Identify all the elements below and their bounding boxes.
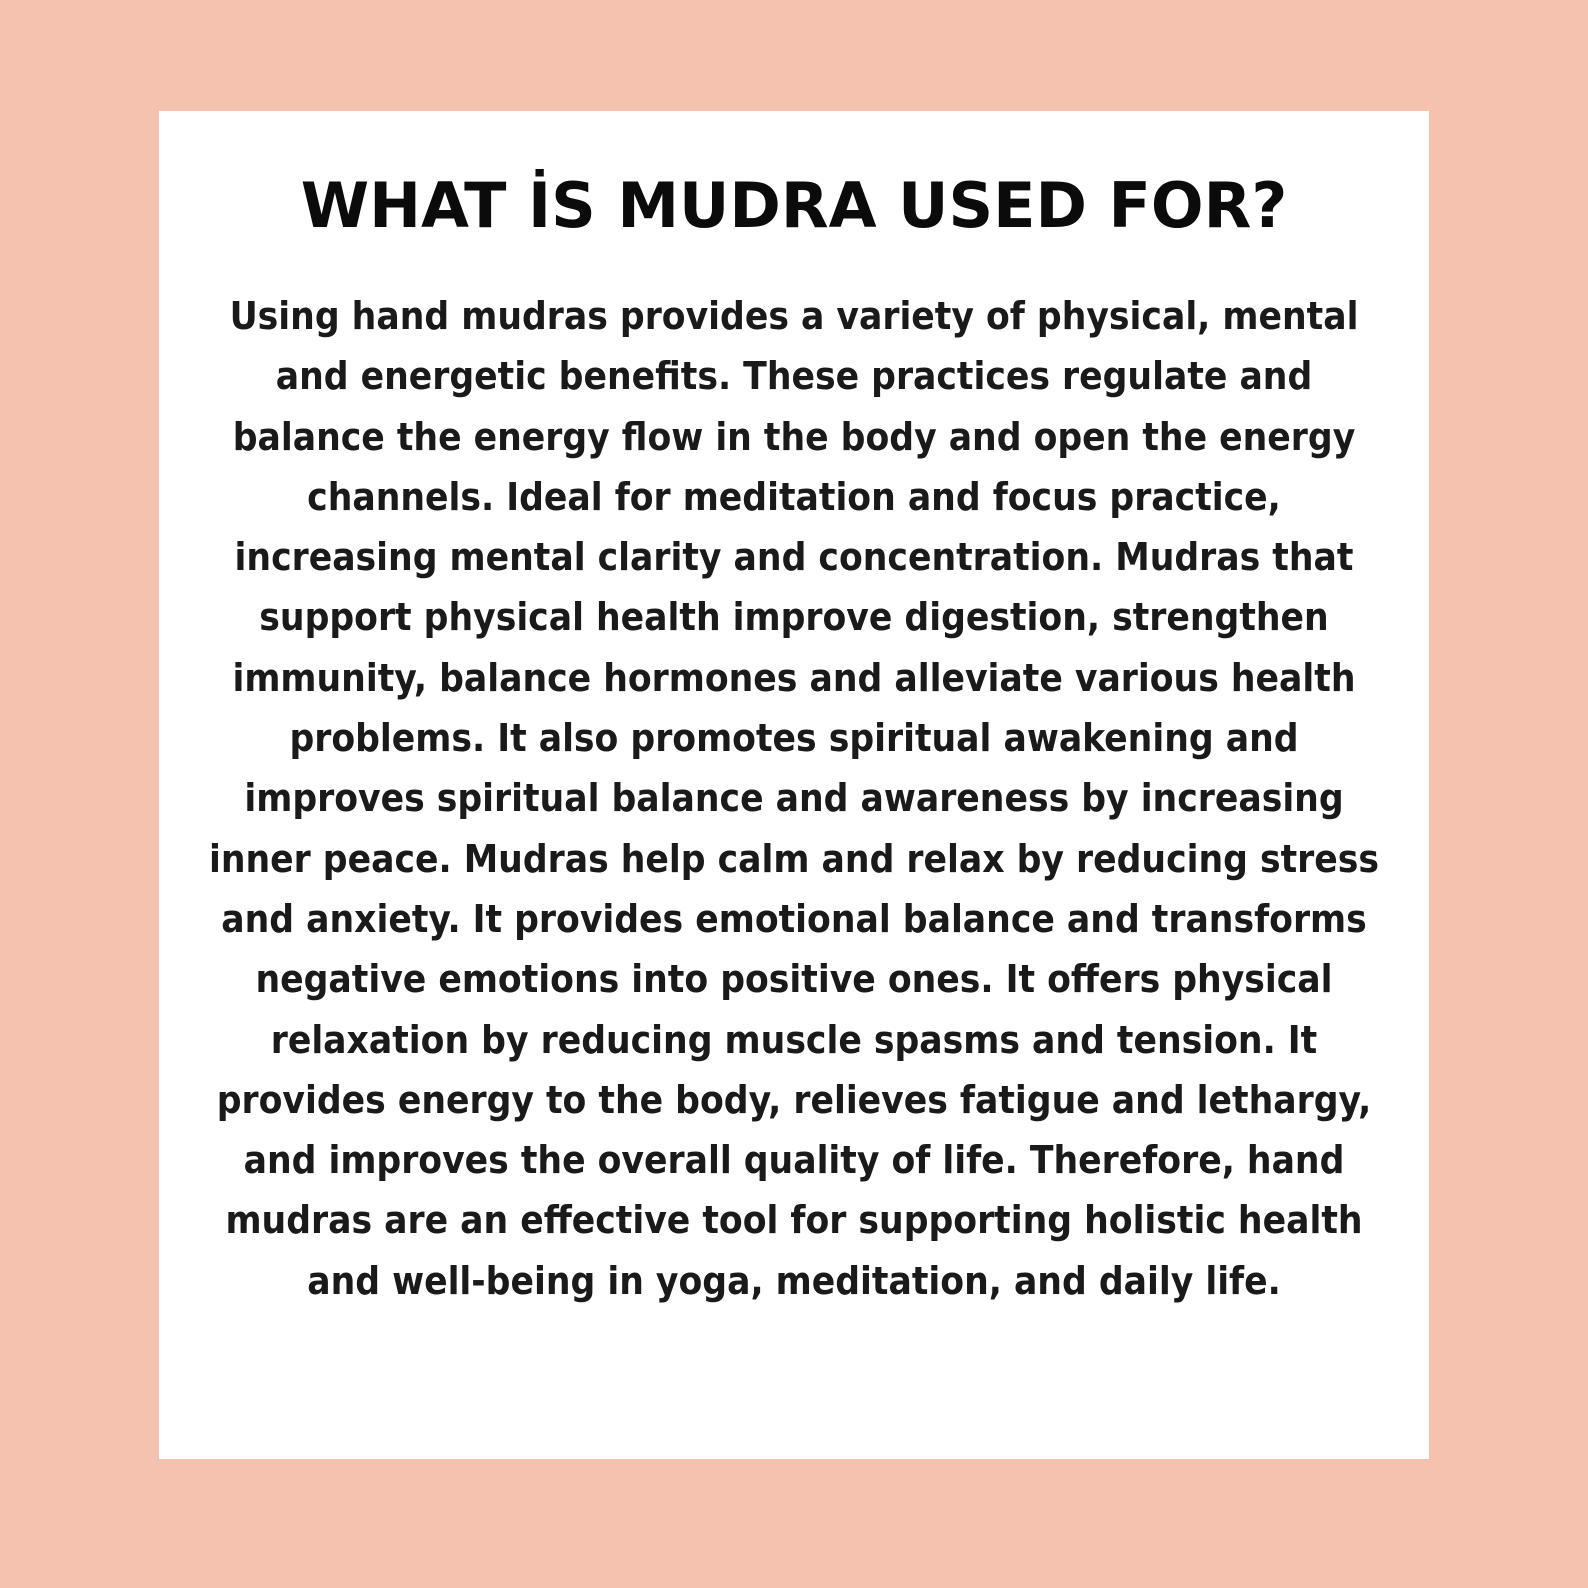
body-line: improves spiritual balance and awareness by increasing: [244, 776, 1344, 822]
body-line: problems. It also promotes spiritual awakening and: [289, 716, 1299, 762]
body-line: increasing mental clarity and concentration. Mudras that: [234, 535, 1354, 581]
body-paragraph: [169, 287, 1419, 1312]
body-line: channels. Ideal for meditation and focus practice,: [307, 474, 1281, 520]
body-line: provides energy to the body, relieves fatigue and lethargy,: [216, 1077, 1372, 1123]
body-line: balance the energy flow in the body and open the energy: [232, 414, 1356, 460]
body-line: and well-being in yoga, meditation, and daily life.: [307, 1258, 1281, 1304]
body-line: inner peace. Mudras help calm and relax by reducing stress: [208, 836, 1380, 882]
body-line: relaxation by reducing muscle spasms and tension. It: [270, 1017, 1318, 1063]
body-line: and improves the overall quality of life. Therefore, hand: [243, 1138, 1345, 1184]
body-line: support physical health improve digestion, strengthen: [259, 595, 1329, 641]
content-card: [159, 111, 1429, 1459]
page-title: WHAT İS MUDRA USED FOR?: [300, 169, 1288, 242]
body-line: immunity, balance hormones and alleviate various health: [232, 655, 1356, 701]
body-line: Using hand mudras provides a variety of physical, mental: [229, 294, 1359, 339]
body-line: mudras are an effective tool for supporting holistic health: [225, 1198, 1363, 1244]
body-line: and energetic benefits. These practices regulate and: [275, 354, 1313, 400]
body-line: negative emotions into positive ones. It offers physical: [255, 957, 1333, 1003]
body-line: and anxiety. It provides emotional balance and transforms: [221, 896, 1367, 942]
